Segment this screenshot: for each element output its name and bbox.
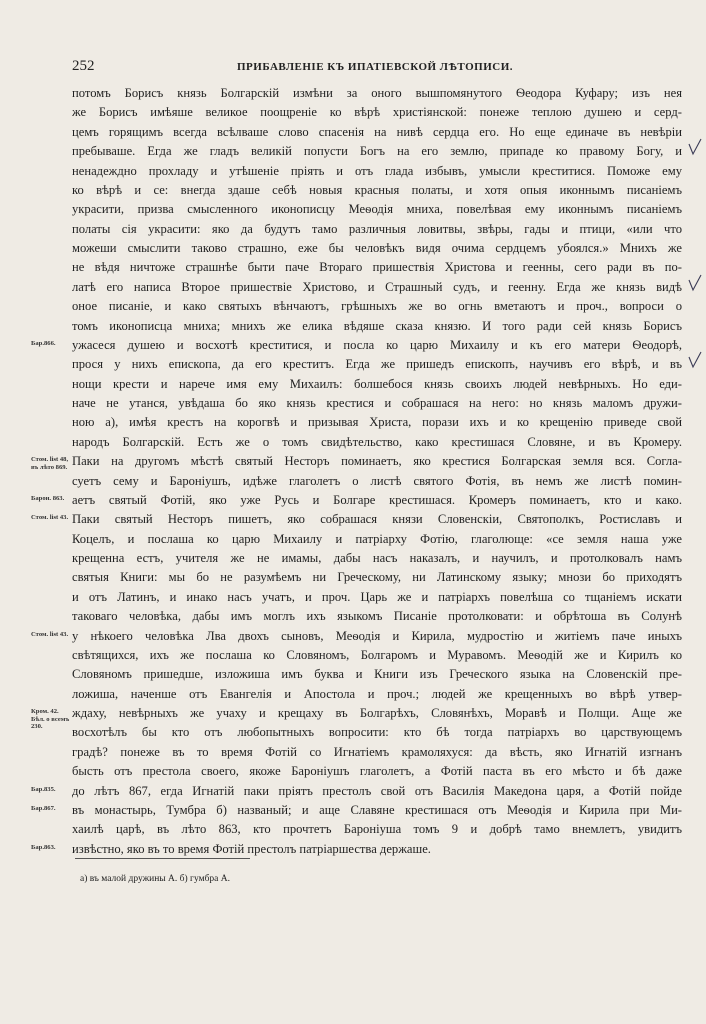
text-line: бысть отъ престола своего, якоже Бароніушъ глаголетъ, а Фотій паста въ его мѣсто и бѣ даже — [72, 764, 682, 779]
text-line: хаилѣ царѣ, въ лѣто 863, кто прочтетъ Бароніуша томъ 9 и добрѣ тамо внемлетъ, увидитъ — [72, 822, 682, 837]
body-text — [72, 84, 682, 859]
text-line: ужасеся душею и восхотѣ креститися, и посла ко царю Михаилу и къ его матери Ѳеодорѣ, — [72, 337, 682, 352]
text-line: Паки святый Несторъ пишетъ, яко собрашася князи Словенскіи, Святополкъ, Ростиславъ и — [72, 512, 682, 527]
text-line: нощи крести и нарече имя ему Михаилъ: болшебося князь своихъ людей невѣрныхъ. Но еди- — [72, 376, 682, 391]
text-line: ко вѣрѣ и се: внегда здаше себѣ новыя красныя полаты, и хотя опыя иконнымъ писаніемъ — [72, 182, 682, 197]
footnote-rule — [75, 858, 250, 859]
text-line: извѣстно, яко въ то время Фотій престолъ патріаршества держаше. — [72, 841, 431, 856]
text-line: въ монастырь, Тумбра б) названый; и аще Славяне крестишася отъ Меѳодія и Кирила при Ми- — [72, 802, 682, 817]
text-line: пребываше. Егда же гладъ великій попусти Богъ на его землю, припаде ко правому Богу, и — [72, 144, 682, 159]
text-line: аетъ святый Фотій, яко уже Русь и Болгаре крестишася. Кромеръ поминаетъ, кто и како. — [72, 492, 682, 507]
text-line: не вѣдя ничтоже страшнѣе быти паче Втораго пришествія Христова и геенны, сего ради въ по- — [72, 260, 682, 275]
margin-notes — [0, 0, 70, 1024]
footnotes: а) въ малой дружины А. б) гумбра А. — [80, 874, 230, 884]
margin-note: Кром. 42. Бѣл. о всемъ 230. — [31, 708, 70, 731]
text-line: Паки на другомъ мѣстѣ святый Несторъ поминаетъ, яко крестися Болгарская земля вся. Согла- — [72, 454, 682, 469]
text-line: крещенна естъ, учителя же не имамы, дабы насъ наказалъ, и научилъ, и протолковалъ намъ — [72, 551, 682, 565]
margin-note: Стом. list 43. — [31, 514, 69, 522]
running-title: ПРИБАВЛЕНІЕ КЪ ИПАТІЕВСКОЙ ЛѢТОПИСИ. — [237, 61, 514, 73]
text-line: оное писаніе, и како святыхъ вѣнчаютъ, грѣшныхъ же во огнь вметаютъ и проч., вопроси о — [72, 299, 682, 314]
text-line: градѣ? понеже въ то время Фотій со Игнатіемъ крамоляхуся: да вѣсть, яко Игнатій изгнанъ — [72, 744, 682, 759]
text-line: ненадеждно прохладу и утѣшеніе пріять и отъ глада избывъ, умысли креститися. Поможе ему — [72, 163, 682, 178]
text-line: у нѣкоего человѣка Лва двохъ сыновъ, Меѳодія и Кирила, мудростію и житіемъ паче иныхъ — [72, 628, 682, 643]
text-line: потомъ Борисъ князь Болгарскій измѣни за оного вышпомянутого Ѳеодора Куфару; изъ нея — [72, 86, 682, 100]
text-line: святыя Книги: мы бо не разумѣемъ ни Греческому, ни Латинскому языку; мнози бо приходятъ — [72, 570, 682, 585]
text-line: ложиша, наченше отъ Евангелія и Апостола и проч.; людей же крещенныхъ во вѣрѣ утвер- — [72, 686, 682, 701]
check-icon — [688, 351, 702, 369]
page-header — [72, 58, 682, 78]
text-line: Коцелъ, и послаша ко царю Михаилу и патріарху Фотію, глаголюще: «се земля наша уже — [72, 531, 682, 546]
text-line: же Борисъ имѣяше великое поощреніе ко вѣрѣ христіянской: понеже теплою душею и серд- — [72, 105, 682, 120]
text-line: ждаху, невѣрныхъ же учаху и крещаху въ Болгарѣхъ, Словянѣхъ, Моравѣ и Полщи. Аще же — [72, 706, 682, 720]
text-line: ною а), имѣя крестъ на корогвѣ и призывая Христа, порази ихъ и ко крещенію приведе свой — [72, 415, 682, 430]
text-line: восхотѣлъ бы кто отъ любопытныхъ вопросити: кто бѣ тогда патріархъ во царствующемъ — [72, 725, 682, 740]
margin-note: Стом. list 43. — [31, 630, 69, 638]
text-line: таковаго человѣка, дабы имъ моглъ ихъ языкомъ Писаніе протолковати: и обрѣтоша въ Солунѣ — [72, 609, 682, 624]
text-line: полаты сія украсити: яко да будутъ тамо различныя ловитвы, звѣры, гады и птици, «или что — [72, 221, 682, 236]
text-line: латѣ его написа Второе пришествіе Христово, и Страшный судъ, и геенну. Егда же князь видѣ — [72, 279, 682, 294]
text-line: можеши смыслити таково страшно, еже бы человѣкъ видя очима сердцемъ убоялся.» Мнихъ же — [72, 241, 682, 255]
margin-note: Бар.866. — [31, 339, 56, 347]
text-line: до лѣтъ 867, егда Игнатій паки пріятъ престолъ свой отъ Василія Македона царя, а Фотій пойде — [72, 783, 682, 798]
text-line: и отъ Латинъ, и инако насъ учатъ, и проч. Царь же и патріархъ повелѣша со тщаніемъ искати — [72, 589, 682, 604]
text-line: Словяномъ пришедше, изложиша имъ буква и Книги изъ Греческого языка на Словенскій пре- — [72, 667, 682, 682]
page-number: 252 — [72, 58, 95, 74]
margin-note: Стом. list 48, въ лѣто 869. — [31, 456, 69, 471]
margin-note: Бар.835. — [31, 785, 56, 793]
text-line: суетъ сему и Бароніушъ, идѣже глаголетъ о листѣ святого Фотія, въ немъ же листѣ помин- — [72, 473, 682, 488]
text-line: наче не утанся, увѣдаша бо яко князь крестися и собрашася на него: но князь маломъ дружи- — [72, 396, 682, 410]
margin-note: Бар.863. — [31, 843, 56, 851]
text-line: свѣтящихся, ихъ же послаша ко Словяномъ, Болгаромъ и Муравомъ. Меѳодій же и Кирилъ ко — [72, 647, 682, 662]
margin-note: Барон. 863. — [31, 494, 65, 502]
text-line: украсити, призва смысленного иконописцу Меѳодія мниха, повелѣвая ему иконнымъ писаніемъ — [72, 202, 682, 217]
check-icon — [688, 138, 702, 156]
text-line: цемъ горящимъ всегда всѣлваше слово спасенія на нивѣ сердца его. Но еще единаче въ невѣріи — [72, 124, 682, 139]
check-icon — [688, 274, 702, 292]
margin-note: Бар.867. — [31, 805, 56, 813]
text-line: томъ иконописца мниха; мнихъ же елика вѣдяше сказа князю. И того ради сей князь Борисъ — [72, 318, 682, 333]
text-line: народъ Болгарскій. Естъ же о томъ свидѣтельство, како крестишася Словяне, и въ Кромеру. — [72, 434, 682, 449]
text-line: прося у нихъ епископа, да его креститъ. Егда же пришедъ епископъ, научивъ его вѣрѣ, и въ — [72, 357, 682, 372]
